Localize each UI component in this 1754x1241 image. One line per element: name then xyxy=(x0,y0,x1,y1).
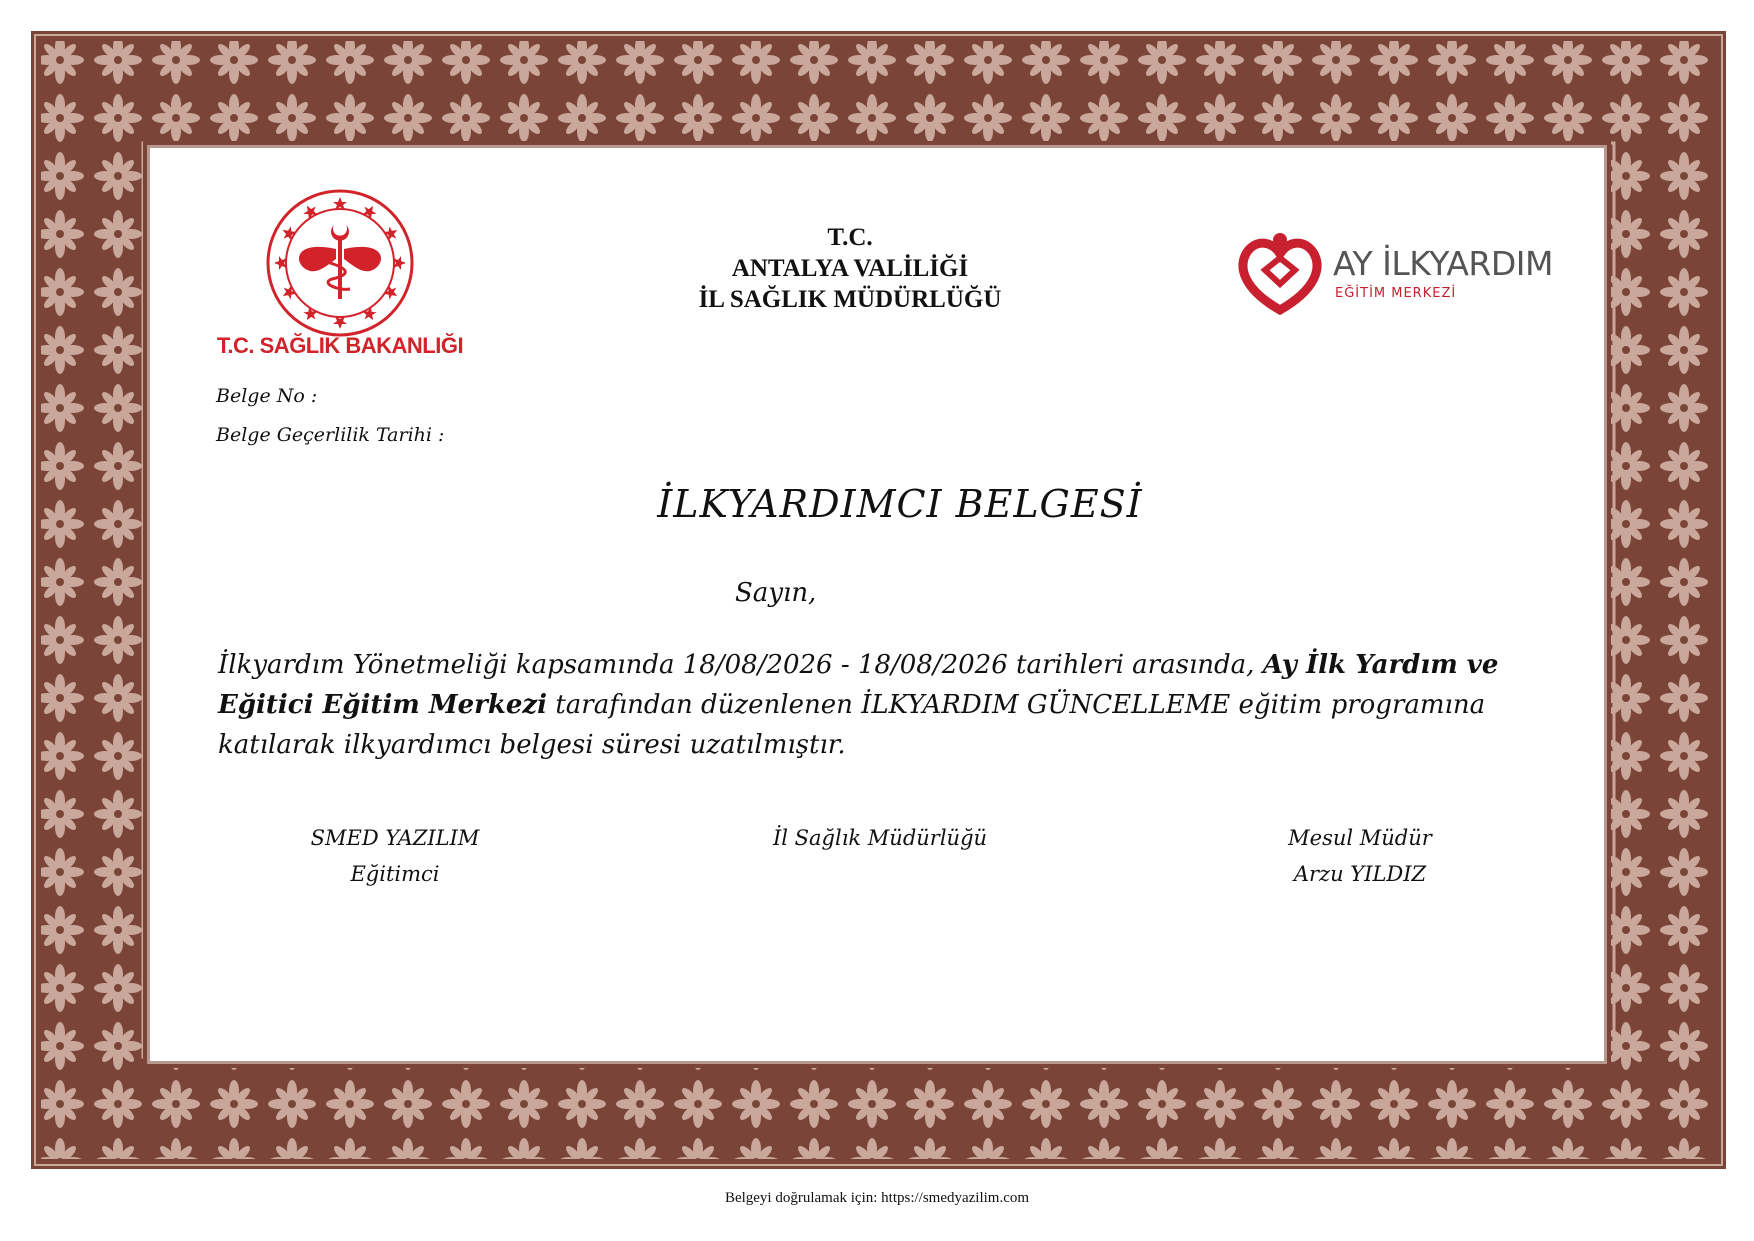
body-part3: eğitim programına katılarak ilkyardımcı belgesi süresi uzatılmıştır. xyxy=(218,690,1486,760)
certificate-title: İLKYARDIMCI BELGESİ xyxy=(657,482,1143,526)
verification-link[interactable]: Belgeyi doğrulamak için: https://smedyazilim.com xyxy=(724,1190,1030,1206)
header-line-governorship: ANTALYA VALİLİĞİ xyxy=(731,255,969,282)
body-part1: İlkyardım Yönetmeliği kapsamında 18/08/2026 - 18/08/2026 tarihleri arasında, xyxy=(218,650,1263,680)
header-line-directorate: İL SAĞLIK MÜDÜRLÜĞÜ xyxy=(698,286,1002,313)
ministry-name: T.C. SAĞLIK BAKANLIĞI xyxy=(216,333,464,358)
manager-role: Mesul Müdür xyxy=(1288,826,1432,850)
document-number-label: Belge No : xyxy=(216,385,318,407)
center-logo-subtitle: EĞİTİM MERKEZİ xyxy=(1335,286,1457,301)
training-center-logo xyxy=(1235,230,1565,320)
trainer-name: SMED YAZILIM xyxy=(310,826,480,850)
center-logo-name: AY İLKYARDIM xyxy=(1333,244,1553,283)
directorate-name: İl Sağlık Müdürlüğü xyxy=(772,826,988,850)
body-program: İLKYARDIM GÜNCELLEME xyxy=(861,690,1231,720)
signature-trainer xyxy=(255,820,535,892)
salutation: Sayın, xyxy=(735,578,817,608)
body-part2: tarafından düzenlenen xyxy=(547,690,862,720)
signature-directorate xyxy=(740,820,1020,856)
certificate-body xyxy=(218,645,1578,765)
trainer-role: Eğitimci xyxy=(350,862,440,886)
signature-manager xyxy=(1220,820,1500,892)
header-line-tc: T.C. xyxy=(827,224,873,251)
heart-person-icon xyxy=(1235,230,1325,320)
issuer-header xyxy=(640,222,1060,315)
document-validity-label: Belge Geçerlilik Tarihi : xyxy=(216,424,445,446)
manager-name: Arzu YILDIZ xyxy=(1293,862,1427,886)
body-center-name: Ay İlk Yardım ve Eğitici Eğitim Merkezi xyxy=(218,650,1499,720)
